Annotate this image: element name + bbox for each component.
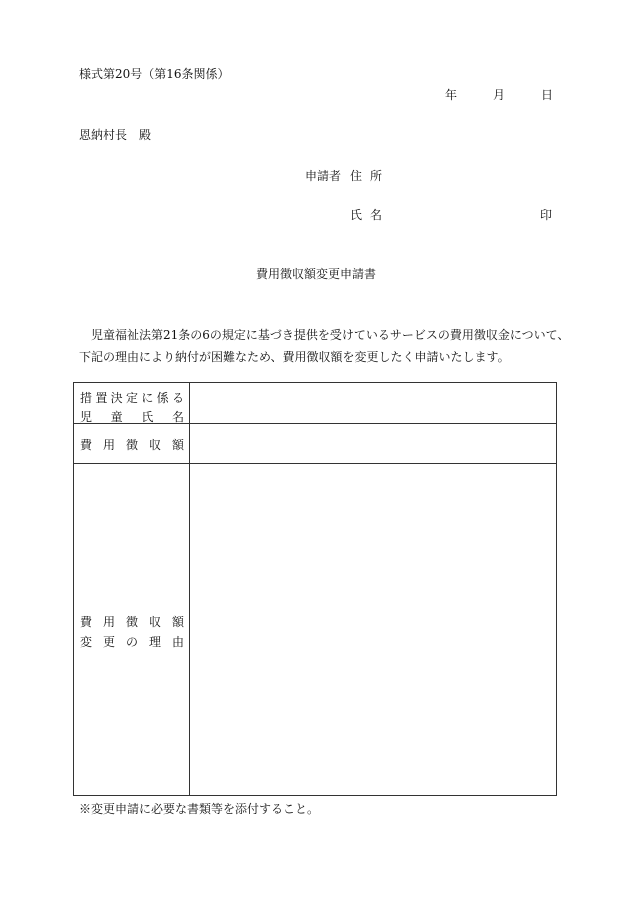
table-label-char: 名 bbox=[171, 410, 184, 424]
name-label: 氏名 bbox=[350, 208, 391, 222]
table-label-line bbox=[80, 389, 184, 406]
date-month: 月 bbox=[493, 88, 506, 102]
table-label-char: 変 bbox=[80, 635, 93, 649]
footnote: ※変更申請に必要な書類等を添付すること。 bbox=[79, 802, 320, 816]
table-label-char: 費 bbox=[80, 615, 93, 629]
label-cell-child-name bbox=[74, 383, 190, 423]
body-line-2: 下記の理由により納付が困難なため、費用徴収額を変更したく申請いたします。 bbox=[79, 350, 510, 364]
date-day: 日 bbox=[541, 88, 554, 102]
application-table bbox=[73, 382, 557, 796]
table-label-char: 用 bbox=[102, 615, 115, 629]
value-cell-change-reason[interactable] bbox=[190, 463, 556, 795]
table-label-char: 決 bbox=[110, 391, 123, 405]
table-label-char: 由 bbox=[171, 635, 184, 649]
body-paragraph bbox=[79, 324, 570, 368]
table-label-line bbox=[80, 613, 184, 630]
table-label-char: 理 bbox=[148, 635, 161, 649]
table-row-child-name bbox=[74, 383, 556, 424]
table-label-char: 徴 bbox=[125, 438, 138, 452]
address-label: 住所 bbox=[350, 169, 391, 183]
applicant-label: 申請者 bbox=[305, 169, 342, 183]
table-label-char: 措 bbox=[80, 391, 93, 405]
table-label-char: 収 bbox=[148, 615, 161, 629]
table-label-char: の bbox=[125, 635, 138, 649]
body-line-1: 児童福祉法第21条の6の規定に基づき提供を受けているサービスの費用徴収金について、 bbox=[91, 328, 570, 342]
addressee: 恩納村長 殿 bbox=[79, 128, 152, 142]
table-label-char: 更 bbox=[102, 635, 115, 649]
table-label-char: 係 bbox=[156, 391, 169, 405]
value-cell-child-name[interactable] bbox=[190, 383, 556, 423]
value-cell-fee-amount[interactable] bbox=[190, 423, 556, 463]
table-label-line bbox=[80, 633, 184, 650]
date-year: 年 bbox=[445, 88, 458, 102]
table-label-char: に bbox=[141, 391, 154, 405]
table-label-char: 置 bbox=[95, 391, 108, 405]
table-label-char: 用 bbox=[102, 438, 115, 452]
table-row-fee-amount bbox=[74, 423, 556, 464]
label-cell-change-reason bbox=[74, 463, 190, 795]
table-label-char: 収 bbox=[148, 438, 161, 452]
table-label-char: 定 bbox=[125, 391, 138, 405]
table-label-char: 徴 bbox=[125, 615, 138, 629]
label-cell-fee-amount bbox=[74, 423, 190, 463]
table-label-char: 額 bbox=[171, 615, 184, 629]
document-title: 費用徴収額変更申請書 bbox=[256, 267, 377, 281]
table-label-char: 児 bbox=[80, 410, 93, 424]
form-number: 様式第20号（第16条関係） bbox=[79, 67, 230, 81]
table-label-char: 費 bbox=[80, 438, 93, 452]
table-label-line bbox=[80, 436, 184, 453]
table-label-char: る bbox=[171, 391, 184, 405]
table-label-char: 氏 bbox=[141, 410, 154, 424]
table-row-change-reason bbox=[74, 463, 556, 795]
table-label-char: 額 bbox=[171, 438, 184, 452]
table-label-char: 童 bbox=[110, 410, 123, 424]
seal-label: 印 bbox=[540, 208, 553, 222]
